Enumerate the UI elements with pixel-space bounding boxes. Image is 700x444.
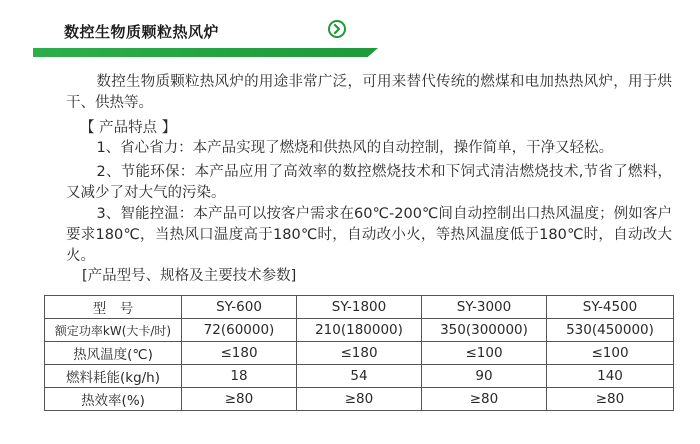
table-cell: ≤180 bbox=[182, 342, 297, 365]
table-cell: 72(60000) bbox=[182, 319, 297, 342]
table-header-cell: SY-3000 bbox=[422, 296, 547, 319]
table-cell: ≥80 bbox=[547, 388, 674, 411]
spec-table bbox=[44, 295, 674, 411]
header-accent-bar bbox=[33, 48, 378, 57]
table-cell: 18 bbox=[182, 365, 297, 388]
row-label: 热风温度(℃) bbox=[45, 342, 182, 365]
table-cell: 140 bbox=[547, 365, 674, 388]
table-cell: ≤180 bbox=[297, 342, 422, 365]
next-arrow-button[interactable] bbox=[328, 20, 346, 38]
table-row bbox=[45, 365, 674, 388]
table-header-row bbox=[45, 296, 674, 319]
table-row bbox=[45, 319, 674, 342]
table-cell: 54 bbox=[297, 365, 422, 388]
table-row bbox=[45, 388, 674, 411]
row-label: 额定功率kW(大卡/时) bbox=[45, 319, 182, 342]
table-cell: 530(450000) bbox=[547, 319, 674, 342]
page-title: 数控生物质颗粒热风炉 bbox=[64, 23, 220, 41]
specs-heading: [产品型号、规格及主要技术参数] bbox=[82, 268, 297, 284]
table-cell: 210(180000) bbox=[297, 319, 422, 342]
row-label: 热效率(%) bbox=[45, 388, 182, 411]
intro-paragraph: 数控生物质颗粒热风炉的用途非常广泛，可用来替代传统的燃煤和电加热热风炉，用于烘干、供热等。 bbox=[66, 74, 672, 111]
features-heading: 【 产品特点 】 bbox=[80, 120, 177, 136]
feature-item-3: 3、智能控温：本产品可以按客户需求在60℃-200℃间自动控制出口热风温度；例如客户要求180℃，当热风口温度高于180℃时，自动改小火，等热风温度低于180℃时，自动改大火。 bbox=[66, 206, 672, 264]
table-cell: ≤100 bbox=[422, 342, 547, 365]
table-cell: ≥80 bbox=[422, 388, 547, 411]
table-header-cell: SY-600 bbox=[182, 296, 297, 319]
page-header bbox=[0, 0, 700, 58]
table-header-cell: SY-1800 bbox=[297, 296, 422, 319]
feature-item-1: 1、省心省力：本产品实现了燃烧和供热风的自动控制，操作简单，干净又轻松。 bbox=[96, 140, 614, 156]
table-cell: 350(300000) bbox=[422, 319, 547, 342]
table-cell: ≥80 bbox=[182, 388, 297, 411]
row-label: 燃料耗能(kg/h) bbox=[45, 365, 182, 388]
table-cell: 90 bbox=[422, 365, 547, 388]
chevron-right-icon bbox=[332, 24, 342, 34]
table-header-cell: SY-4500 bbox=[547, 296, 674, 319]
table-header-cell: 型 号 bbox=[45, 296, 182, 319]
feature-item-2: 2、节能环保：本产品应用了高效率的数控燃烧技术和下饲式清洁燃烧技术,节省了燃料，又减少了对大气的污染。 bbox=[66, 164, 672, 201]
table-row bbox=[45, 342, 674, 365]
table-cell: ≤100 bbox=[547, 342, 674, 365]
table-cell: ≥80 bbox=[297, 388, 422, 411]
